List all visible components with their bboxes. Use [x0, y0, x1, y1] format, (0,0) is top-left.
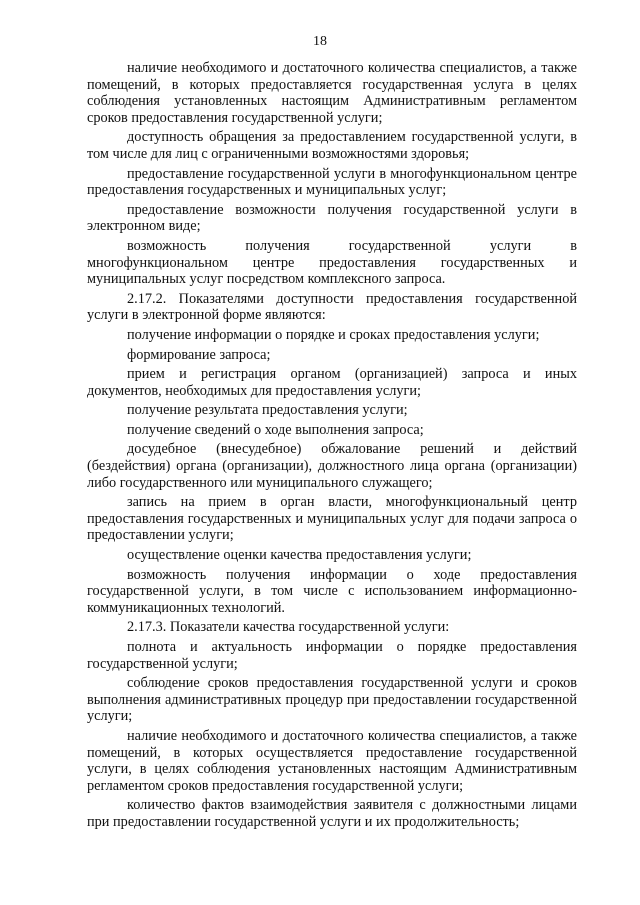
- paragraph: прием и регистрация органом (организацией) запроса и иных документов, необходимых для предоставления услуги;: [87, 366, 577, 399]
- document-body: [87, 60, 577, 834]
- paragraph: формирование запроса;: [127, 346, 271, 363]
- paragraph: предоставление государственной услуги в многофункциональном центре предоставления государственных и муниципальных услуг;: [87, 165, 577, 199]
- paragraph: предоставление возможности получения государственной услуги в электронном виде;: [87, 201, 577, 235]
- paragraph: полнота и актуальность информации о порядке предоставления государственной услуги;: [87, 639, 577, 672]
- paragraph: возможность получения государственной услуги в многофункциональном центре предоставления государственных и муниципальных услуг посредством комплексного запроса.: [87, 237, 577, 288]
- paragraph: наличие необходимого и достаточного количества специалистов, а также помещений, в которых предоставляется государственная услуга в целях соблюдения установленных настоящим Административным регламентом сроков предоставления государственной услуги;: [87, 60, 577, 126]
- paragraph: досудебное (внесудебное) обжалование решений и действий (бездействия) органа (организации), должностного лица органа (организации) либо государственного или муниципального служащего;: [87, 441, 577, 491]
- paragraph: получение информации о порядке и сроках предоставления услуги;: [127, 326, 540, 343]
- paragraph: получение результата предоставления услуги;: [127, 402, 408, 419]
- paragraph: получение сведений о ходе выполнения запроса;: [127, 421, 424, 438]
- paragraph: соблюдение сроков предоставления государственной услуги и сроков выполнения административных процедур при предоставлении государственной услуги;: [87, 675, 577, 725]
- page-number: 18: [313, 34, 327, 49]
- paragraph: наличие необходимого и достаточного количества специалистов, а также помещений, в которых осуществляется предоставление государственной услуги, в целях соблюдения установленных настоящим Административным регламентом сроков предоставления государственной услуги;: [87, 727, 577, 794]
- section-heading: 2.17.2. Показателями доступности предоставления государственной услуги в электронной форме являются:: [87, 290, 577, 324]
- paragraph: возможность получения информации о ходе предоставления государственной услуги, в том числе с использованием информационно-коммуникационных технологий.: [87, 566, 577, 616]
- paragraph: количество фактов взаимодействия заявителя с должностными лицами при предоставлении государственной услуги и их продолжительность;: [87, 797, 577, 830]
- paragraph: доступность обращения за предоставлением государственной услуги, в том числе для лиц с ограниченными возможностями здоровья;: [87, 129, 577, 162]
- paragraph: запись на прием в орган власти, многофункциональный центр предоставления государственных и муниципальных услуг для подачи запроса о предоставлении услуги;: [87, 494, 577, 544]
- section-heading: 2.17.3. Показатели качества государственной услуги:: [127, 619, 450, 636]
- paragraph: осуществление оценки качества предоставления услуги;: [127, 547, 472, 564]
